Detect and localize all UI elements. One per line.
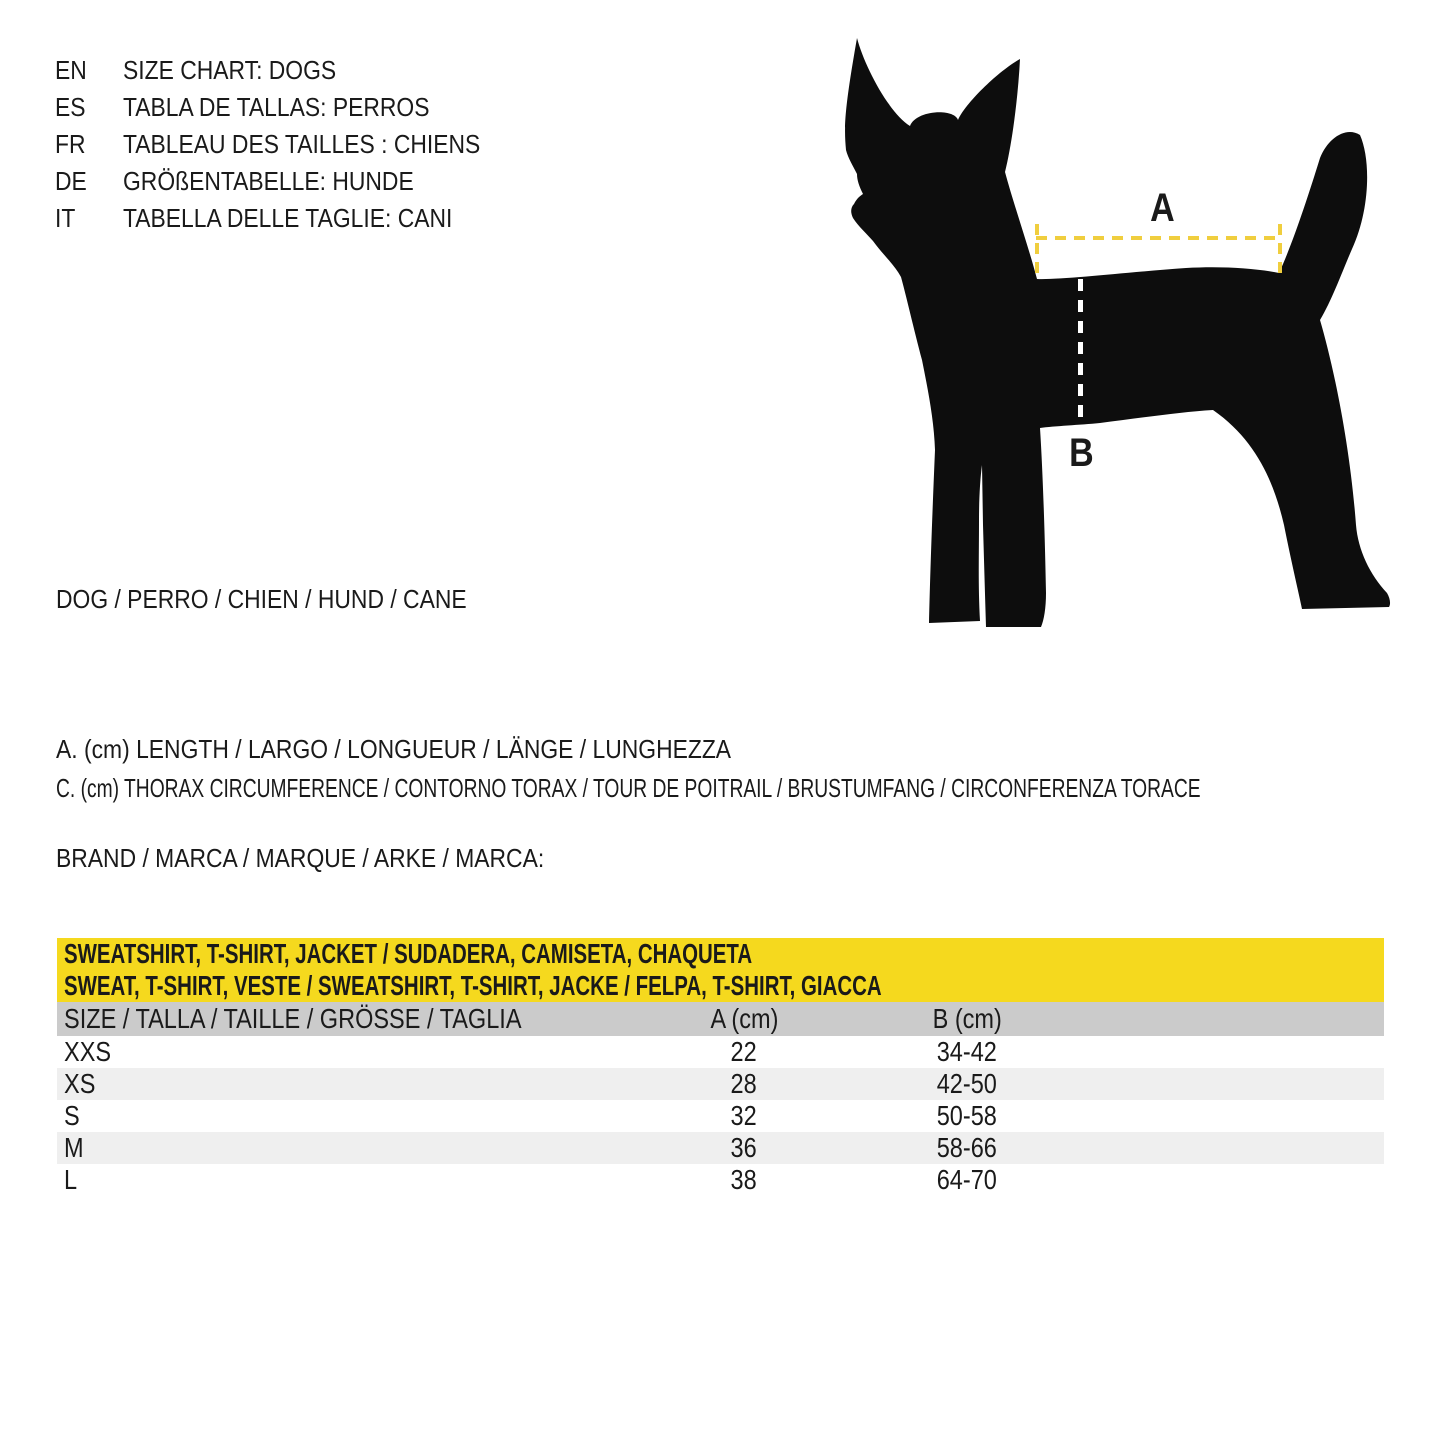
a-cell: 38 bbox=[730, 1164, 758, 1195]
language-row bbox=[55, 200, 529, 237]
table-row bbox=[57, 1100, 1384, 1132]
dog-silhouette-icon bbox=[810, 20, 1430, 640]
language-row bbox=[55, 126, 529, 163]
size-cell: XS bbox=[64, 1068, 96, 1099]
size-cell: M bbox=[64, 1132, 84, 1163]
column-header-a: A (cm) bbox=[710, 1003, 778, 1034]
thorax-measure-dashed-line bbox=[1078, 279, 1083, 426]
size-cell: L bbox=[64, 1164, 78, 1195]
a-cell: 28 bbox=[730, 1068, 758, 1099]
language-title: TABELLA DELLE TAGLIE: CANI bbox=[123, 203, 453, 233]
language-title-list bbox=[55, 52, 529, 237]
b-cell: 34-42 bbox=[936, 1036, 998, 1067]
column-header-size: SIZE / TALLA / TAILLE / GRÖSSE / TAGLIA bbox=[64, 1003, 522, 1034]
a-cell: 36 bbox=[730, 1132, 758, 1163]
measure-a-definition: A. (cm) LENGTH / LARGO / LONGUEUR / LÄNGE / LUNGHEZZA bbox=[56, 734, 732, 764]
table-row bbox=[57, 1132, 1384, 1164]
a-cell: 22 bbox=[730, 1036, 758, 1067]
language-code: EN bbox=[55, 55, 87, 85]
language-row bbox=[55, 163, 529, 200]
language-row bbox=[55, 52, 529, 89]
measurement-label-b: B bbox=[1068, 431, 1094, 475]
table-header-row bbox=[57, 1002, 1384, 1036]
table-row bbox=[57, 1164, 1384, 1196]
length-measure-dashed-line bbox=[1036, 236, 1281, 240]
dog-body-path bbox=[845, 38, 1390, 627]
garment-type-line-2: SWEAT, T-SHIRT, VESTE / SWEATSHIRT, T-SHIRT, JACKE / FELPA, T-SHIRT, GIACCA bbox=[64, 970, 882, 1001]
length-measure-right-tick bbox=[1278, 224, 1282, 281]
b-cell: 58-66 bbox=[936, 1132, 998, 1163]
language-row bbox=[55, 89, 529, 126]
brand-line: BRAND / MARCA / MARQUE / ARKE / MARCA: bbox=[56, 843, 545, 873]
column-header-b: B (cm) bbox=[932, 1003, 1002, 1034]
language-title: GRÖßENTABELLE: HUNDE bbox=[123, 166, 414, 196]
measure-c-definition: C. (cm) THORAX CIRCUMFERENCE / CONTORNO TORAX / TOUR DE POITRAIL / BRUSTUMFANG / CIRCONFERENZA TORACE bbox=[56, 773, 1201, 803]
measurement-label-a: A bbox=[1149, 186, 1175, 230]
language-code: FR bbox=[55, 129, 86, 159]
table-row bbox=[57, 1068, 1384, 1100]
dog-caption: DOG / PERRO / CHIEN / HUND / CANE bbox=[56, 584, 467, 614]
language-title: TABLA DE TALLAS: PERROS bbox=[123, 92, 430, 122]
size-table bbox=[57, 938, 1384, 1196]
length-measure-left-tick bbox=[1035, 224, 1039, 281]
size-cell: S bbox=[64, 1100, 80, 1131]
language-title: TABLEAU DES TAILLES : CHIENS bbox=[123, 129, 481, 159]
b-cell: 64-70 bbox=[936, 1164, 998, 1195]
language-code: ES bbox=[55, 92, 86, 122]
language-title: SIZE CHART: DOGS bbox=[123, 55, 337, 85]
garment-type-line-1: SWEATSHIRT, T-SHIRT, JACKET / SUDADERA, CAMISETA, CHAQUETA bbox=[64, 938, 753, 969]
language-code: DE bbox=[55, 166, 87, 196]
garment-type-header bbox=[57, 938, 1384, 1002]
size-cell: XXS bbox=[64, 1036, 112, 1067]
language-code: IT bbox=[55, 203, 76, 233]
a-cell: 32 bbox=[730, 1100, 758, 1131]
table-row bbox=[57, 1036, 1384, 1068]
b-cell: 42-50 bbox=[936, 1068, 998, 1099]
b-cell: 50-58 bbox=[936, 1100, 998, 1131]
